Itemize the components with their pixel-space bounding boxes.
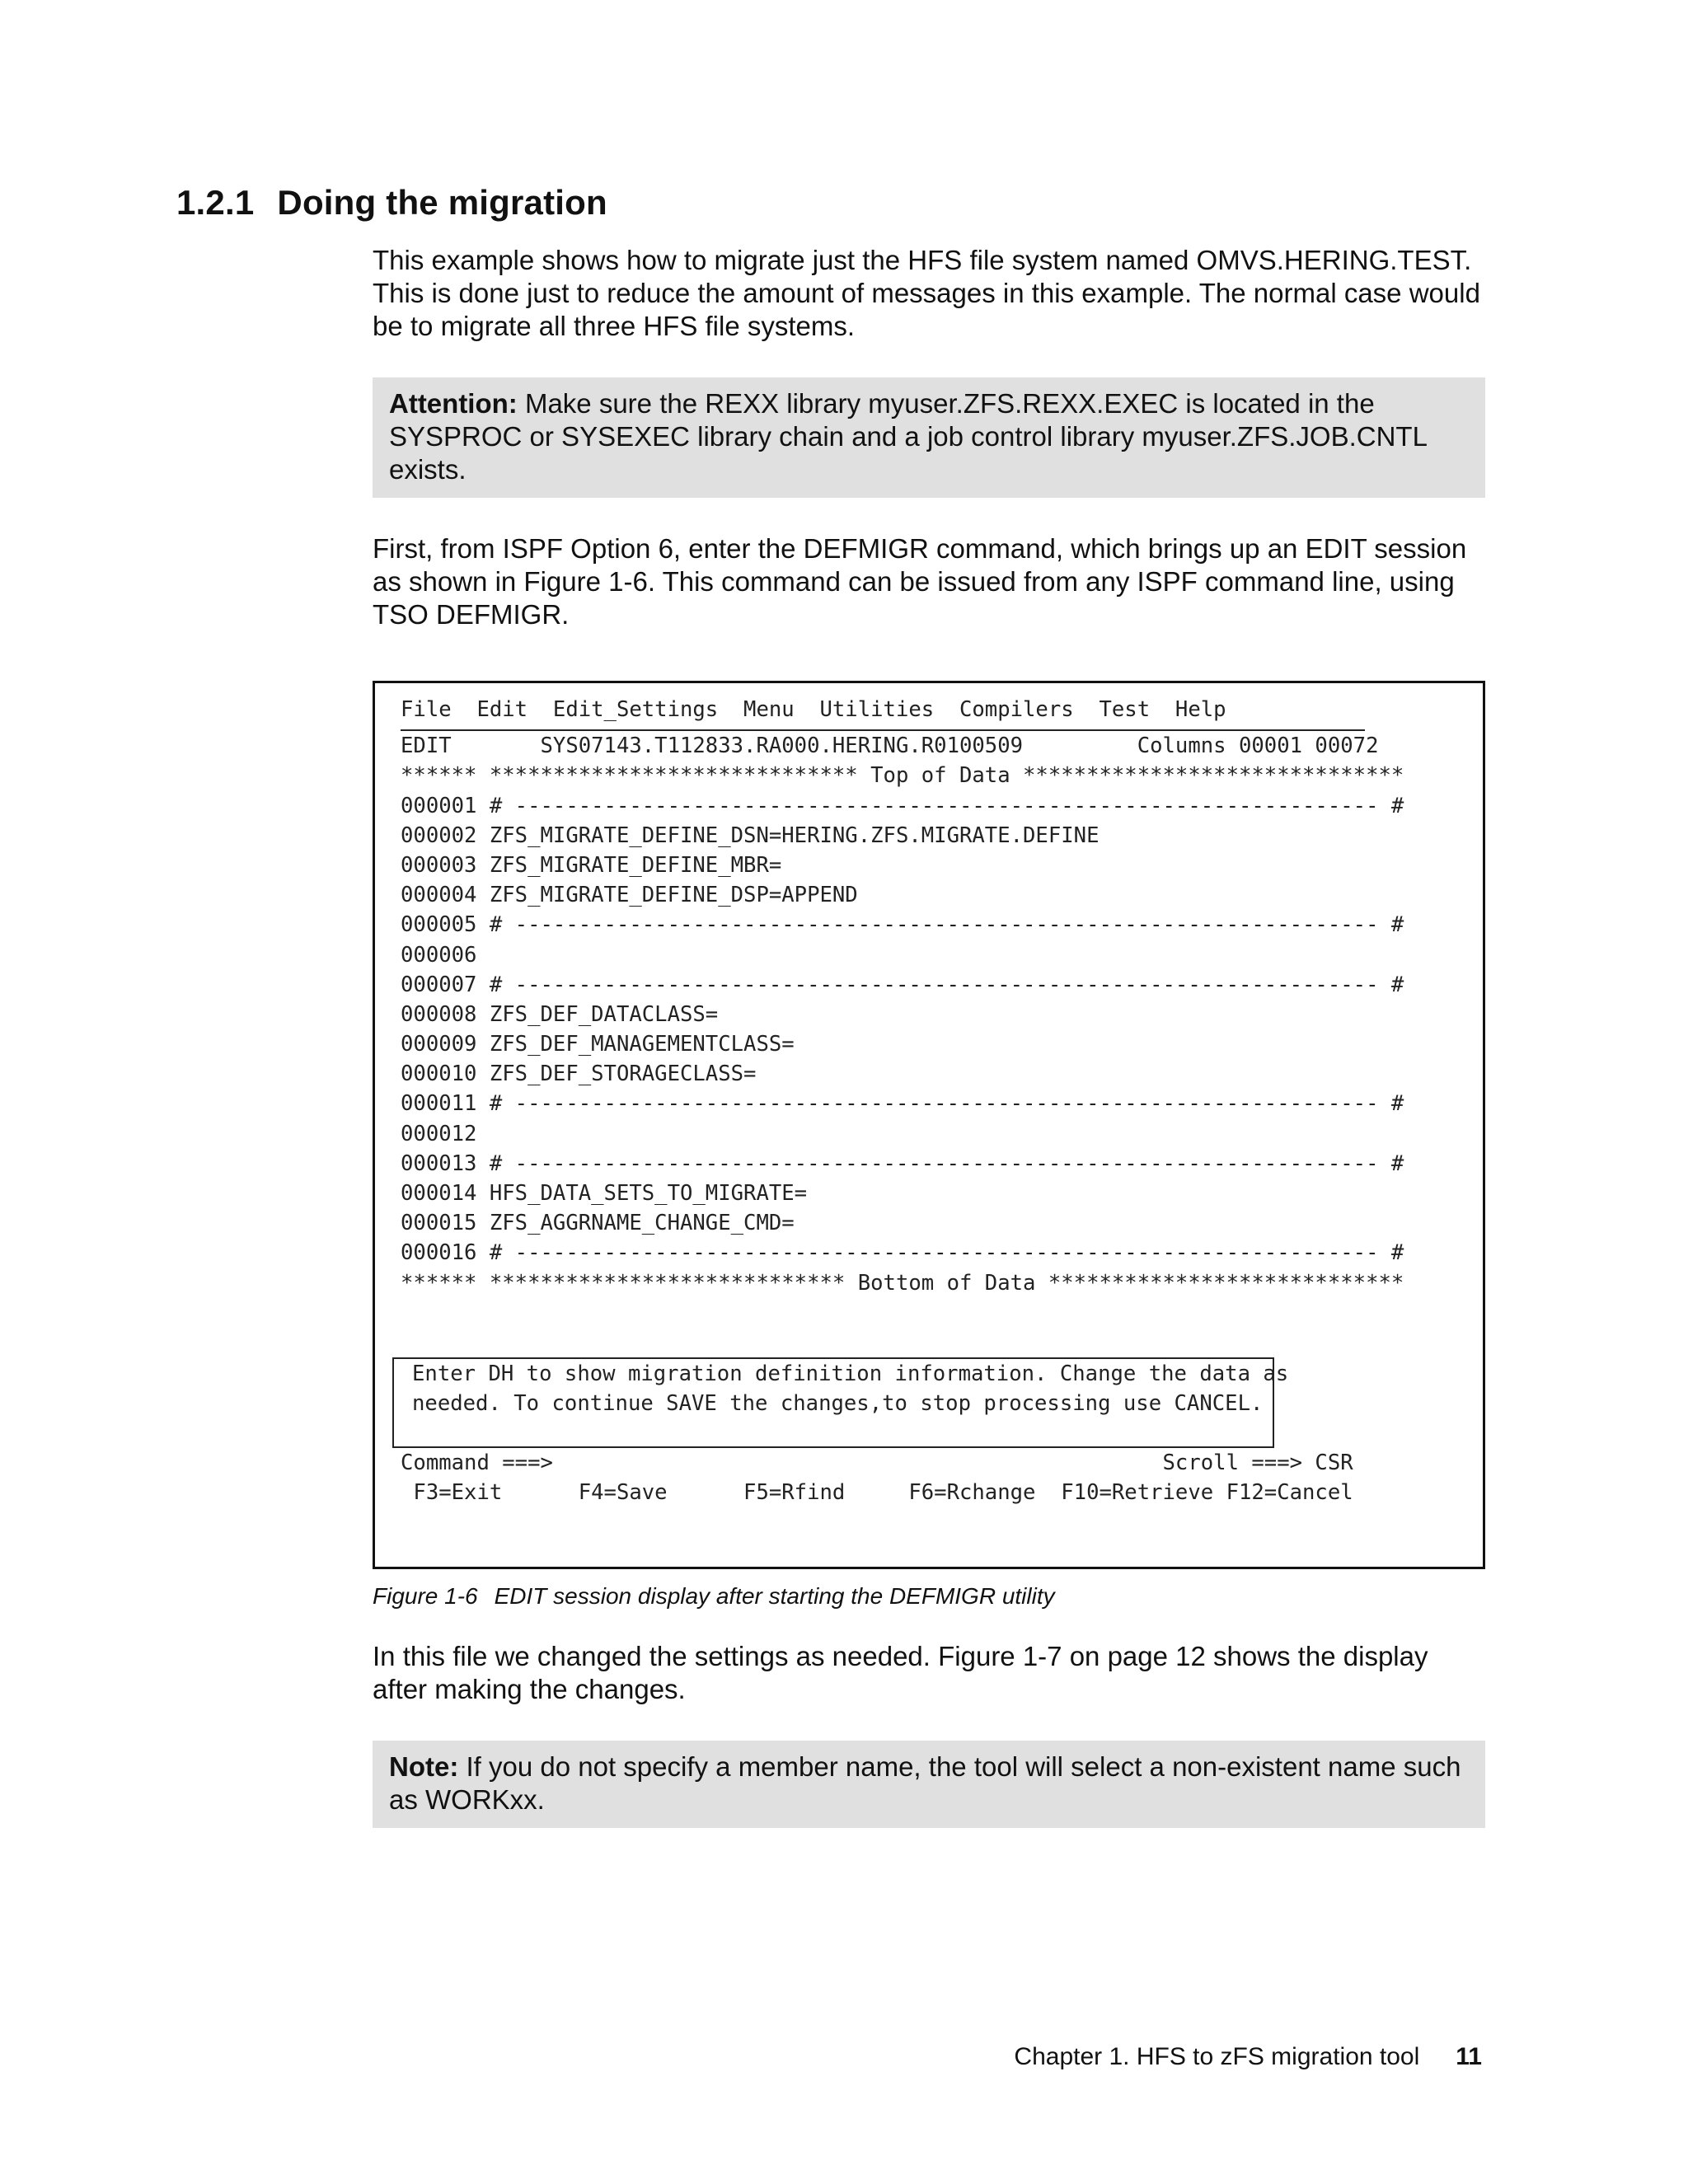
section-title: Doing the migration	[277, 183, 607, 222]
note-callout	[373, 1741, 1485, 1828]
data-line: 000010 ZFS_DEF_STORAGECLASS=	[401, 1062, 757, 1087]
intro-paragraph-block	[373, 244, 1485, 343]
data-line: 000006	[401, 942, 477, 968]
screen-blank-area	[401, 1298, 1483, 1357]
note-text: If you do not specify a member name, the tool will select a non-existent name such as WORKxx.	[389, 1751, 1461, 1815]
attention-text: Make sure the REXX library myuser.ZFS.REXX.EXEC is located in the SYSPROC or SYSEXEC library chain and a job control library myuser.ZFS.JOB.CNTL exists.	[389, 388, 1427, 485]
message-line: Enter DH to show migration definition information. Change the data as	[412, 1361, 1289, 1387]
note-label: Note:	[389, 1751, 459, 1782]
section-heading	[176, 183, 607, 223]
data-line: 000009 ZFS_DEF_MANAGEMENTCLASS=	[401, 1032, 795, 1057]
data-line: 000004 ZFS_MIGRATE_DEFINE_DSP=APPEND	[401, 883, 858, 908]
bottom-of-data-line: ****** **************************** Bottom of Data ****************************	[401, 1270, 1404, 1296]
figure-caption	[373, 1582, 1485, 1610]
data-line: 000013 # -------------------------------------------------------------------- #	[401, 1151, 1404, 1176]
footer-chapter: Chapter 1. HFS to zFS migration tool	[1014, 2043, 1420, 2070]
data-line: 000007 # -------------------------------------------------------------------- #	[401, 972, 1404, 997]
data-line: 000015 ZFS_AGGRNAME_CHANGE_CMD=	[401, 1211, 795, 1236]
edit-header-line: EDIT SYS07143.T112833.RA000.HERING.R0100509 Columns 00001 00072	[401, 733, 1379, 759]
data-line: 000001 # -------------------------------------------------------------------- #	[401, 793, 1404, 818]
figure-edit-session	[373, 681, 1485, 1569]
data-line: 000011 # -------------------------------------------------------------------- #	[401, 1091, 1404, 1117]
message-line: needed. To continue SAVE the changes,to stop processing use CANCEL.	[412, 1391, 1264, 1417]
after-paragraph-block	[373, 1640, 1485, 1706]
page-footer	[1014, 2042, 1482, 2072]
command-line: Command ===> Scroll ===> CSR	[401, 1451, 1353, 1476]
first-paragraph-block	[373, 532, 1485, 631]
figure-caption-block	[373, 1582, 1485, 1610]
attention-label: Attention:	[389, 388, 518, 419]
page-number: 11	[1456, 2043, 1482, 2070]
data-line: 000005 # -------------------------------------------------------------------- #	[401, 912, 1404, 938]
after-paragraph: In this file we changed the settings as needed. Figure 1-7 on page 12 shows the display after making the changes.	[373, 1641, 1428, 1704]
section-number: 1.2.1	[176, 183, 255, 222]
function-keys-line: F3=Exit F4=Save F5=Rfind F6=Rchange F10=Retrieve F12=Cancel	[401, 1480, 1353, 1506]
data-line: 000016 # -------------------------------------------------------------------- #	[401, 1240, 1404, 1266]
data-line: 000003 ZFS_MIGRATE_DEFINE_MBR=	[401, 852, 782, 878]
data-line: 000002 ZFS_MIGRATE_DEFINE_DSN=HERING.ZFS.MIGRATE.DEFINE	[401, 823, 1100, 848]
data-line: 000012	[401, 1121, 477, 1146]
caption-text: EDIT session display after starting the DEFMIGR utility	[494, 1583, 1055, 1609]
first-paragraph: First, from ISPF Option 6, enter the DEFMIGR command, which brings up an EDIT session as shown in Figure 1-6. This command can be issued from any ISPF command line, using TSO DEFMIGR.	[373, 533, 1467, 630]
data-line: 000008 ZFS_DEF_DATACLASS=	[401, 1001, 719, 1027]
ispf-menu-bar: File Edit Edit_Settings Menu Utilities Compilers Test Help	[401, 697, 1226, 722]
top-of-data-line: ****** ***************************** Top of Data ******************************	[401, 763, 1404, 789]
attention-callout	[373, 377, 1485, 498]
data-line: 000014 HFS_DATA_SETS_TO_MIGRATE=	[401, 1181, 808, 1206]
message-box	[392, 1357, 1289, 1448]
caption-number: Figure 1-6	[373, 1583, 478, 1609]
ispf-edit-screen	[373, 681, 1485, 1569]
intro-paragraph: This example shows how to migrate just the HFS file system named OMVS.HERING.TEST. This is done just to reduce the amount of messages in this example. The normal case would be to migrate all three HFS file systems.	[373, 245, 1480, 341]
